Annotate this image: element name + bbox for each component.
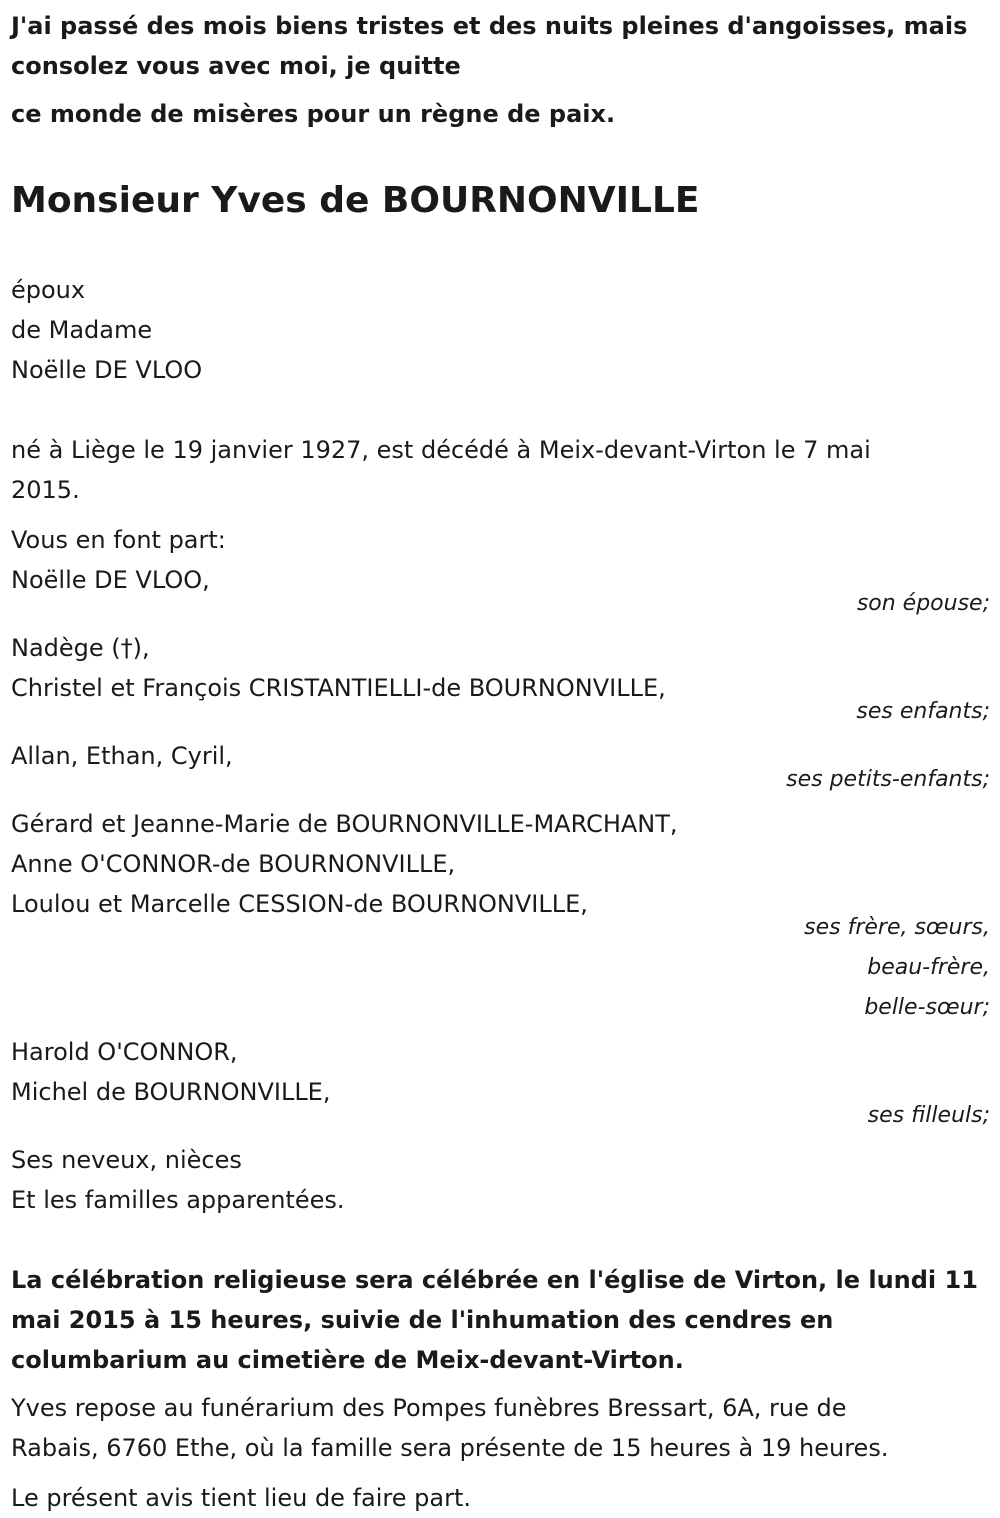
extended-family (11, 1140, 990, 1220)
family-name-line: Harold O'CONNOR, (11, 1038, 238, 1066)
family-name-line: Gérard et Jeanne-Marie de BOURNONVILLE-MARCHANT, (11, 810, 678, 838)
relation-line: son épouse; (856, 591, 990, 616)
family-name-line: Loulou et Marcelle CESSION-de BOURNONVILLE, (11, 890, 588, 918)
family-group (11, 736, 990, 800)
family-group (11, 560, 990, 624)
family-name-line: Noëlle DE VLOO, (11, 566, 210, 594)
funeral-home-details (11, 1388, 990, 1468)
ceremony-details (11, 1260, 990, 1380)
funeral-home-line: Rabais, 6760 Ethe, où la famille sera présente de 15 heures à 19 heures. (11, 1434, 889, 1462)
announce-intro: Vous en font part: (11, 526, 226, 554)
family-group (11, 628, 990, 732)
birth-death-line: né à Liège le 19 janvier 1927, est décédé à Meix-devant-Virton le 7 mai (11, 436, 871, 464)
notice-statement: Le présent avis tient lieu de faire part. (11, 1484, 471, 1512)
relation-line: ses frère, sœurs, (804, 915, 990, 940)
quote-line: ce monde de misères pour un règne de paix. (11, 100, 616, 128)
extended-family-line: Et les familles apparentées. (11, 1186, 345, 1214)
spouse-line: Noëlle DE VLOO (11, 356, 203, 384)
family-name-line: Allan, Ethan, Cyril, (11, 742, 233, 770)
relation-line: ses petits-enfants; (786, 767, 990, 792)
birth-death-statement (11, 430, 990, 510)
family-relation (11, 908, 990, 1028)
family-name-line: Nadège (†), (11, 634, 150, 662)
opening-quote (11, 6, 990, 134)
relation-line: beau-frère, (867, 955, 990, 980)
deceased-name: Monsieur Yves de BOURNONVILLE (11, 180, 700, 221)
family-group (11, 804, 990, 1028)
family-name-line: Anne O'CONNOR-de BOURNONVILLE, (11, 850, 456, 878)
relation-line: ses enfants; (856, 699, 990, 724)
spouse-block (11, 270, 990, 390)
spouse-line: de Madame (11, 316, 153, 344)
family-names (11, 804, 990, 924)
ceremony-line: La célébration religieuse sera célébrée en l'église de Virton, le lundi 11 (11, 1266, 978, 1294)
funeral-home-line: Yves repose au funérarium des Pompes funèbres Bressart, 6A, rue de (11, 1394, 847, 1422)
family-group (11, 1032, 990, 1136)
relation-line: ses filleuls; (867, 1103, 990, 1128)
quote-line: J'ai passé des mois biens tristes et des nuits pleines d'angoisses, mais (11, 12, 968, 40)
ceremony-line: columbarium au cimetière de Meix-devant-Virton. (11, 1346, 684, 1374)
family-name-line: Michel de BOURNONVILLE, (11, 1078, 331, 1106)
relation-line: belle-sœur; (864, 995, 990, 1020)
family-name-line: Christel et François CRISTANTIELLI-de BOURNONVILLE, (11, 674, 666, 702)
spouse-line: époux (11, 276, 86, 304)
quote-line: consolez vous avec moi, je quitte (11, 52, 461, 80)
birth-death-line: 2015. (11, 476, 80, 504)
ceremony-line: mai 2015 à 15 heures, suivie de l'inhumation des cendres en (11, 1306, 834, 1334)
extended-family-line: Ses neveux, nièces (11, 1146, 242, 1174)
